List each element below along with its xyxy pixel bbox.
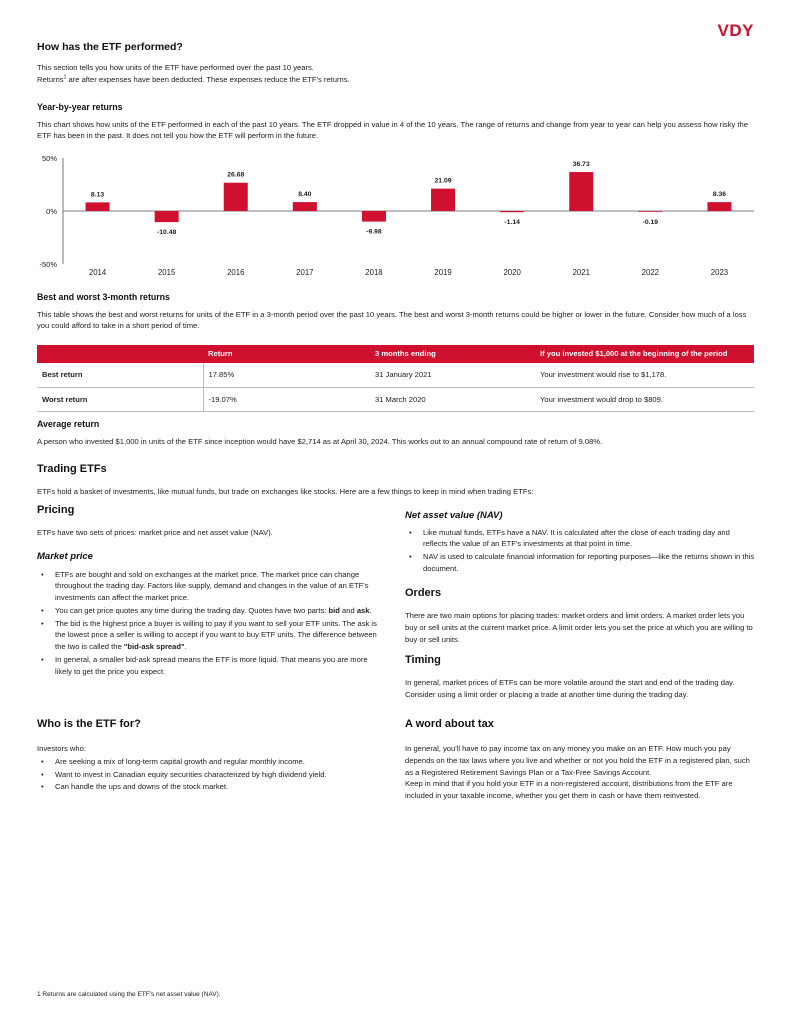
data-label: 8.36: [712, 191, 727, 199]
y-tick-label: -50%: [39, 260, 57, 269]
tax-p2: Keep in mind that if you hold your ETF in a non-registered account, distributions from the ETF are included in your taxable income, whether you get them in cash or have them reinvested.: [405, 779, 733, 801]
fund-ticker: VDY: [717, 21, 754, 40]
bar: [569, 172, 593, 211]
trading-section: [37, 461, 754, 498]
table-row: [37, 387, 754, 412]
data-label: -9.98: [366, 228, 382, 236]
row-label: Worst return: [37, 387, 203, 412]
x-tick-label: 2023: [710, 268, 729, 277]
x-tick-label: 2016: [227, 268, 245, 277]
header-3-months-ending: 3 months ending: [370, 345, 535, 363]
list-item: • ETFs are bought and sold on exchanges at the market price. The market price can change throughout the trading day. Factors like supply, demand and changes in the value of an ETF's investments can affect the market price.: [55, 569, 379, 604]
trading-title: Trading ETFs: [37, 463, 107, 475]
list-item: • In general, a smaller bid-ask spread means the ETF is more liquid. That means you are more likely to get the price you expect.: [55, 654, 379, 678]
bar: [224, 183, 248, 211]
row-return: 17.85%: [203, 363, 370, 387]
best-worst-desc: This table shows the best and worst returns for units of the ETF in a 3-month period over the past 10 years. The best and worst 3-month returns could be higher or lower in the future. Consider how much of a loss you could afford to take in a short period of time.: [37, 309, 747, 331]
returns-word: Returns: [37, 75, 64, 85]
year-by-year-title: Year-by-year returns: [37, 102, 123, 112]
who-list: [37, 756, 379, 793]
list-item: • Want to invest in Canadian equity securities characterized by high dividend yield.: [55, 769, 379, 781]
list-item: [55, 605, 379, 617]
x-tick-label: 2015: [157, 268, 176, 277]
bar: [362, 211, 386, 222]
x-tick-label: 2014: [88, 268, 107, 277]
average-desc: A person who invested $1,000 in units of the ETF since inception would have $2,714 as at April 30, 2024. This works out to an annual compound rate of return of 9.08%.: [37, 436, 603, 446]
orders-section: [405, 585, 755, 645]
header-return: Return: [203, 345, 370, 363]
x-tick-label: 2022: [641, 268, 660, 277]
tax-p1: In general, you'll have to pay income tax on any money you make on an ETF. How much you pay depends on the tax laws where you live and whether or not you hold the ETF in a registered plan, such as a Registered Retirement Savings Plan or a Tax-Free Savings Account.: [405, 744, 750, 777]
bar: [293, 202, 317, 211]
performance-intro-1: This section tells you how units of the ETF have performed over the past 10 years.: [37, 63, 314, 73]
best-worst-table: [37, 345, 754, 412]
footnote: 1 Returns are calculated using the ETF's net asset value (NAV).: [37, 991, 221, 998]
bid-term: bid: [328, 605, 340, 615]
bar: [155, 211, 179, 222]
b2-and: and: [339, 605, 357, 615]
orders-title: Orders: [405, 587, 442, 599]
bar: [500, 211, 524, 212]
bar-chart-svg: [37, 152, 754, 282]
market-price-list: [37, 569, 379, 678]
x-tick-label: 2020: [503, 268, 521, 277]
row-return: -19.07%: [203, 387, 370, 412]
best-worst-title: Best and worst 3-month returns: [37, 292, 170, 302]
y-tick-label: 50%: [41, 154, 57, 163]
nav-list: [405, 527, 755, 575]
row-end: 31 March 2020: [370, 387, 535, 412]
best-worst-section: [37, 291, 754, 332]
trading-desc: ETFs hold a basket of investments, like mutual funds, but trade on exchanges like stocks. Here are a few things to keep in mind when trading ETFs:: [37, 487, 534, 497]
who-section: [37, 716, 379, 794]
who-title: Who is the ETF for?: [37, 718, 141, 730]
data-label: -10.48: [157, 229, 177, 237]
b3-end: .: [184, 642, 187, 652]
pricing-title: Pricing: [37, 504, 75, 516]
average-title: Average return: [37, 419, 100, 429]
data-label: 8.13: [90, 191, 105, 199]
orders-desc: There are two main options for placing trades: market orders and limit orders. A market order lets you buy or sell units at the current market price. A limit order lets you set the price at which you are willing to buy or sell units.: [405, 611, 753, 644]
x-tick-label: 2018: [365, 268, 383, 277]
x-tick-label: 2021: [572, 268, 590, 277]
returns-rest: are after expenses have been deducted. These expenses reduce the ETF's returns.: [66, 75, 350, 85]
data-label: 21.09: [434, 177, 452, 185]
tax-title: A word about tax: [405, 718, 494, 730]
nav-section: [405, 509, 755, 576]
performance-section: [37, 39, 754, 86]
year-by-year-desc: This chart shows how units of the ETF performed in each of the past 10 years. The ETF dropped in value in 4 of the 10 years. The range of returns and change from year to year can help you assess how risky the ETF has been in the past. It does not tell you how the ETF will perform in the future.: [37, 119, 748, 141]
row-end: 31 January 2021: [370, 363, 535, 387]
timing-section: [405, 652, 755, 701]
timing-title: Timing: [405, 654, 441, 666]
pricing-desc: ETFs have two sets of prices: market price and net asset value (NAV).: [37, 528, 273, 538]
best-worst-table-wrap: [37, 345, 754, 412]
market-price-title: Market price: [37, 550, 93, 562]
row-invest: Your investment would rise to $1,178.: [535, 363, 754, 387]
nav-title: Net asset value (NAV): [405, 510, 503, 521]
timing-desc: In general, market prices of ETFs can be more volatile around the start and end of the trading day. Consider using a limit order or placing a trade at another time during the trading day.: [405, 678, 735, 699]
b2-text: You can get price quotes any time during the trading day. Quotes have two parts:: [55, 605, 329, 615]
bar: [707, 202, 731, 211]
performance-intro-2: [37, 74, 754, 86]
year-by-year-section: [37, 101, 754, 142]
list-item: • Like mutual funds, ETFs have a NAV. It is calculated after the close of each trading day and reflects the value of an ETF's investments at that point in time.: [423, 527, 755, 551]
list-item: • Are seeking a mix of long-term capital growth and regular monthly income.: [55, 756, 379, 768]
data-label: 36.73: [572, 161, 590, 169]
table-row: [37, 363, 754, 387]
table-header-row: [37, 345, 754, 363]
data-label: 8.40: [298, 191, 312, 199]
x-tick-label: 2019: [434, 268, 452, 277]
bar: [431, 189, 455, 211]
data-label: -1.14: [504, 219, 520, 227]
b2-end: .: [369, 605, 372, 615]
list-item: • NAV is used to calculate financial information for reporting purposes—like the returns shown in this document.: [423, 551, 755, 575]
data-label: -0.19: [642, 218, 659, 226]
y-tick-label: 0%: [46, 207, 57, 216]
footnote-ref: 1: [63, 74, 67, 81]
who-intro: Investors who:: [37, 744, 86, 754]
ask-term: ask: [356, 605, 370, 615]
pricing-section: [37, 502, 379, 678]
list-item: • Can handle the ups and downs of the stock market.: [55, 781, 379, 793]
performance-title: How has the ETF performed?: [37, 41, 183, 53]
header-blank: [37, 345, 203, 363]
x-tick-label: 2017: [296, 268, 314, 277]
tax-section: [405, 716, 755, 802]
row-label: Best return: [37, 363, 203, 387]
bar: [638, 211, 662, 212]
data-label: 26.68: [227, 171, 245, 179]
header-if-invested: If you invested $1,000 at the beginning of the period: [535, 345, 754, 363]
list-item: [55, 618, 379, 653]
average-section: [37, 418, 754, 447]
bid-ask-spread-term: "bid-ask spread": [123, 642, 185, 652]
bar: [86, 202, 110, 211]
row-invest: Your investment would drop to $809.: [535, 387, 754, 412]
year-by-year-chart: [37, 152, 754, 282]
b3-text: The bid is the highest price a buyer is willing to pay if you want to sell your ETF units. The ask is the lowest price a seller is willing to accept if you want to buy ETF units. The difference between the two is called the: [55, 618, 377, 652]
